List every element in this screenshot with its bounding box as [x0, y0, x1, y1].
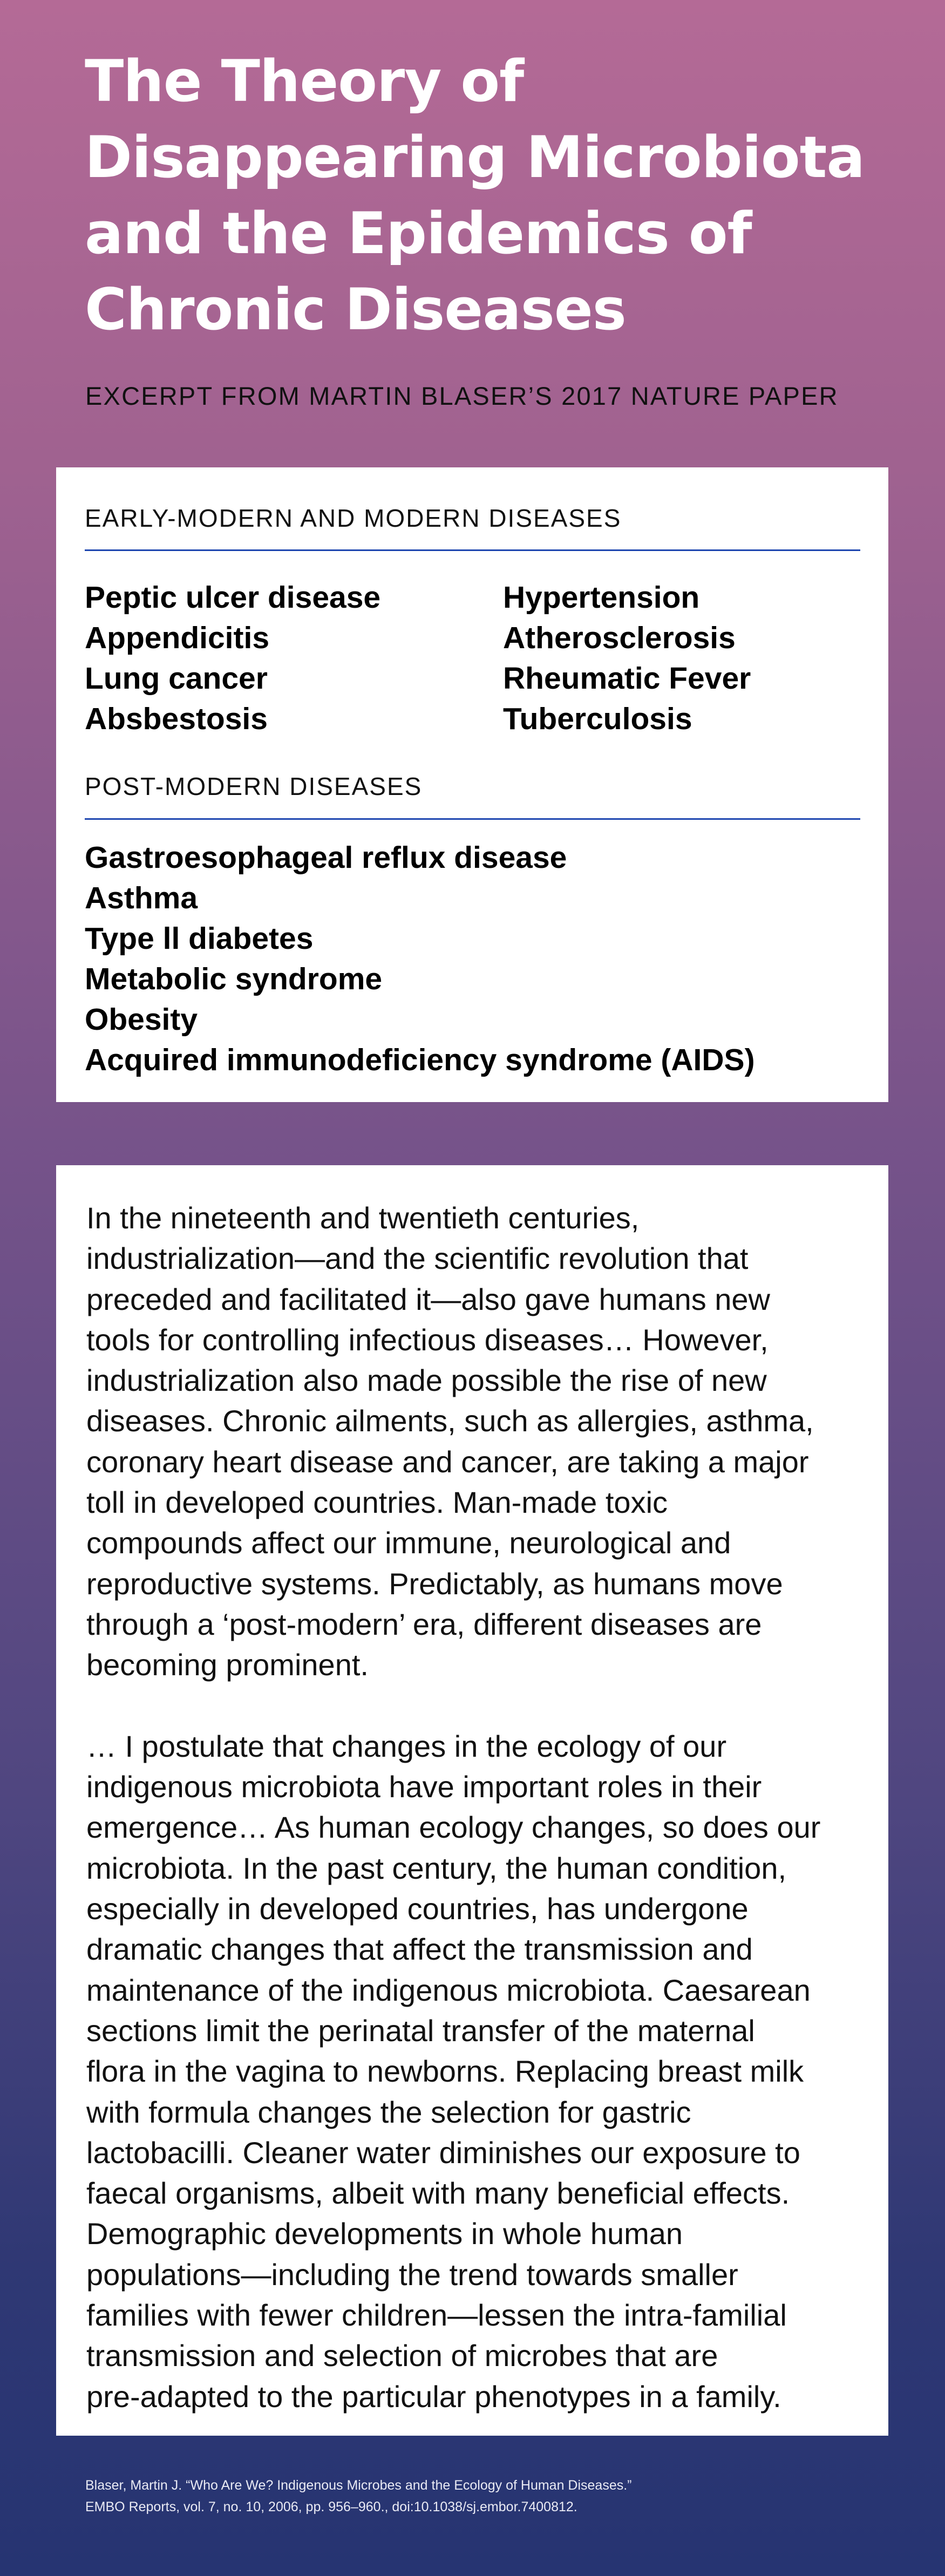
page-title — [85, 43, 894, 348]
list-item: Type ll diabetes — [85, 921, 314, 956]
post-modern-heading: POST-MODERN DISEASES — [85, 772, 423, 800]
subtitle: EXCERPT FROM MARTIN BLASER’S 2017 NATURE PAPER — [85, 382, 839, 410]
list-item: Metabolic syndrome — [85, 962, 383, 996]
section-divider — [85, 549, 860, 551]
excerpt-line: diseases. Chronic ailments, such as allergies, asthma, — [86, 1404, 814, 1438]
excerpt-line: In the nineteenth and twentieth centuries, — [86, 1201, 640, 1235]
excerpt-line: industrialization—and the scientific revolution that — [86, 1241, 749, 1276]
excerpt-text — [86, 1198, 869, 2417]
list-item: Tuberculosis — [503, 702, 692, 736]
early-modern-list-right — [503, 577, 751, 739]
list-item: Obesity — [85, 1002, 198, 1037]
excerpt-line: families with fewer children—lessen the intra-familial — [86, 2298, 787, 2333]
excerpt-line: through a ‘post-modern’ era, different diseases are — [86, 1607, 762, 1641]
list-item: Gastroesophageal reflux disease — [85, 840, 567, 875]
excerpt-line: microbiota. In the past century, the human condition, — [86, 1851, 787, 1885]
excerpt-line: pre-adapted to the particular phenotypes in a family. — [86, 2379, 781, 2414]
early-modern-heading: EARLY-MODERN AND MODERN DISEASES — [85, 504, 622, 532]
list-item: Peptic ulcer disease — [85, 580, 381, 615]
excerpt-line: industrialization also made possible the rise of new — [86, 1363, 767, 1398]
excerpt-line: tools for controlling infectious diseases… However, — [86, 1322, 769, 1357]
citation-line: Blaser, Martin J. “Who Are We? Indigenous Microbes and the Ecology of Human Diseases.” — [85, 2478, 632, 2493]
title-line: and the Epidemics of — [85, 200, 752, 267]
citation — [85, 2475, 632, 2518]
list-item: Asthma — [85, 881, 198, 915]
post-modern-list — [85, 838, 755, 1080]
list-item: Atherosclerosis — [503, 621, 736, 655]
disease-lists-card — [56, 467, 888, 1102]
early-modern-list-left — [85, 577, 380, 739]
excerpt-line: faecal organisms, albeit with many beneficial effects. — [86, 2176, 790, 2211]
title-line: Chronic Diseases — [85, 276, 626, 343]
list-item: Appendicitis — [85, 621, 270, 655]
excerpt-line: especially in developed countries, has undergone — [86, 1892, 749, 1926]
excerpt-line: flora in the vagina to newborns. Replacing breast milk — [86, 2054, 804, 2089]
excerpt-line: Demographic developments in whole human — [86, 2217, 683, 2251]
excerpt-line: with formula changes the selection for gastric — [86, 2095, 691, 2129]
list-item: Absbestosis — [85, 702, 268, 736]
excerpt-line: dramatic changes that affect the transmission and — [86, 1932, 753, 1967]
excerpt-line: emergence… As human ecology changes, so does our — [86, 1810, 821, 1845]
list-item: Hypertension — [503, 580, 700, 615]
excerpt-line: … I postulate that changes in the ecology of our — [86, 1729, 727, 1763]
citation-line: EMBO Reports, vol. 7, no. 10, 2006, pp. 956–960., doi:10.1038/sj.embor.7400812. — [85, 2499, 577, 2514]
excerpt-line: maintenance of the indigenous microbiota. Caesarean — [86, 1973, 811, 2007]
excerpt-line: compounds affect our immune, neurological and — [86, 1526, 731, 1560]
title-line: The Theory of — [85, 48, 524, 114]
excerpt-card — [56, 1165, 888, 2436]
excerpt-line: transmission and selection of microbes that are — [86, 2339, 718, 2373]
excerpt-line: sections limit the perinatal transfer of the maternal — [86, 2013, 755, 2048]
list-item: Lung cancer — [85, 661, 268, 696]
title-line: Disappearing Microbiota — [85, 124, 865, 191]
excerpt-line: preceded and facilitated it—also gave humans new — [86, 1282, 770, 1316]
excerpt-line: lactobacilli. Cleaner water diminishes our exposure to — [86, 2135, 800, 2170]
list-item: Acquired immunodeficiency syndrome (AIDS) — [85, 1043, 755, 1077]
list-item: Rheumatic Fever — [503, 661, 751, 696]
section-divider — [85, 818, 860, 820]
excerpt-line: coronary heart disease and cancer, are taking a major — [86, 1444, 809, 1479]
excerpt-line: toll in developed countries. Man-made toxic — [86, 1485, 668, 1520]
excerpt-line: indigenous microbiota have important roles in their — [86, 1770, 762, 1804]
excerpt-line: populations—including the trend towards smaller — [86, 2257, 738, 2292]
excerpt-line: becoming prominent. — [86, 1648, 369, 1682]
excerpt-line: reproductive systems. Predictably, as humans move — [86, 1566, 783, 1601]
paragraph-gap — [86, 1685, 869, 1726]
